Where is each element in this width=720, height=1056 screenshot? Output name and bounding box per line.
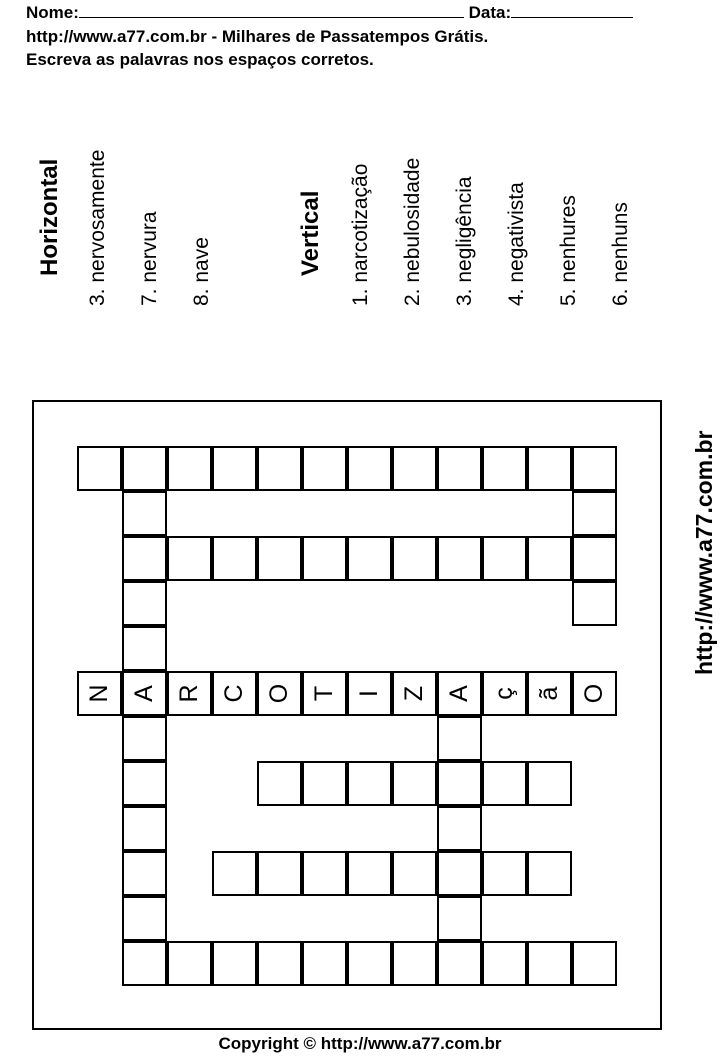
grid-cell[interactable] bbox=[347, 941, 392, 986]
grid-cell[interactable] bbox=[212, 671, 257, 716]
vertical-title: Vertical bbox=[297, 190, 324, 276]
grid-cell[interactable] bbox=[257, 941, 302, 986]
horizontal-title: Horizontal bbox=[36, 158, 63, 276]
grid-cell[interactable] bbox=[527, 761, 572, 806]
clue-vertical-1: 1. narcotização bbox=[349, 163, 372, 306]
grid-cell[interactable] bbox=[302, 536, 347, 581]
grid-letter: N bbox=[85, 684, 113, 703]
grid-cell[interactable] bbox=[122, 626, 167, 671]
grid-cell[interactable] bbox=[122, 761, 167, 806]
grid-cell[interactable] bbox=[437, 671, 482, 716]
date-label: Data: bbox=[468, 3, 512, 22]
site-line: http://www.a77.com.br - Milhares de Passatempos Grátis. bbox=[26, 27, 489, 46]
grid-cell[interactable] bbox=[392, 851, 437, 896]
grid-cell[interactable] bbox=[122, 671, 167, 716]
grid-cell[interactable] bbox=[257, 851, 302, 896]
grid-cell[interactable] bbox=[437, 716, 482, 761]
grid-cell[interactable] bbox=[347, 761, 392, 806]
grid-cell[interactable] bbox=[527, 941, 572, 986]
grid-cell[interactable] bbox=[482, 671, 527, 716]
name-label: Nome: bbox=[26, 3, 79, 22]
grid-cell[interactable] bbox=[347, 671, 392, 716]
grid-cell[interactable] bbox=[212, 446, 257, 491]
grid-cell[interactable] bbox=[482, 851, 527, 896]
grid-cell[interactable] bbox=[572, 941, 617, 986]
grid-cell[interactable] bbox=[572, 446, 617, 491]
grid-cell[interactable] bbox=[302, 761, 347, 806]
grid-cell[interactable] bbox=[302, 851, 347, 896]
grid-cell[interactable] bbox=[167, 536, 212, 581]
grid-cell[interactable] bbox=[572, 581, 617, 626]
grid-cell[interactable] bbox=[122, 851, 167, 896]
clue-vertical-2: 2. nebulosidade bbox=[401, 157, 424, 306]
grid-cell[interactable] bbox=[257, 536, 302, 581]
grid-letter: C bbox=[220, 684, 248, 703]
grid-cell[interactable] bbox=[437, 446, 482, 491]
grid-letter: Z bbox=[400, 685, 428, 702]
grid-cell[interactable] bbox=[437, 941, 482, 986]
grid-cell[interactable] bbox=[437, 851, 482, 896]
grid-cell[interactable] bbox=[572, 671, 617, 716]
grid-cell[interactable] bbox=[482, 536, 527, 581]
grid-cell[interactable] bbox=[437, 536, 482, 581]
grid-cell[interactable] bbox=[482, 761, 527, 806]
grid-cell[interactable] bbox=[392, 446, 437, 491]
grid-cell[interactable] bbox=[302, 671, 347, 716]
grid-cell[interactable] bbox=[122, 716, 167, 761]
grid-cell[interactable] bbox=[527, 536, 572, 581]
grid-letter: I bbox=[355, 690, 383, 697]
grid-cell[interactable] bbox=[167, 671, 212, 716]
clue-horizontal-3: 3. nervosamente bbox=[86, 149, 109, 306]
grid-cell[interactable] bbox=[347, 536, 392, 581]
grid-cell[interactable] bbox=[392, 941, 437, 986]
clue-horizontal-8: 8. nave bbox=[190, 237, 213, 306]
grid-cell[interactable] bbox=[212, 536, 257, 581]
grid-cell[interactable] bbox=[482, 446, 527, 491]
grid-cell[interactable] bbox=[122, 491, 167, 536]
grid-cell[interactable] bbox=[437, 806, 482, 851]
side-url: http://www.a77.com.br bbox=[691, 430, 717, 675]
grid-letter: T bbox=[310, 685, 338, 702]
grid-letter: O bbox=[265, 683, 293, 704]
grid-cell[interactable] bbox=[212, 941, 257, 986]
clue-vertical-5: 5. nenhures bbox=[557, 195, 580, 306]
grid-cell[interactable] bbox=[482, 941, 527, 986]
grid-cell[interactable] bbox=[122, 896, 167, 941]
grid-cell[interactable] bbox=[392, 671, 437, 716]
copyright-footer: Copyright © http://www.a77.com.br bbox=[218, 1034, 502, 1053]
grid-cell[interactable] bbox=[347, 851, 392, 896]
clue-vertical-3: 3. negligência bbox=[453, 176, 476, 306]
grid-cell[interactable] bbox=[392, 536, 437, 581]
clue-vertical-6: 6. nenhuns bbox=[609, 202, 632, 306]
grid-cell[interactable] bbox=[437, 896, 482, 941]
grid-cell[interactable] bbox=[302, 446, 347, 491]
grid-cell[interactable] bbox=[347, 446, 392, 491]
grid-cell[interactable] bbox=[302, 941, 347, 986]
grid-letter: ç bbox=[490, 687, 518, 700]
grid-cell[interactable] bbox=[572, 536, 617, 581]
grid-cell[interactable] bbox=[212, 851, 257, 896]
grid-cell[interactable] bbox=[257, 671, 302, 716]
grid-cell[interactable] bbox=[77, 446, 122, 491]
grid-cell[interactable] bbox=[527, 446, 572, 491]
grid-cell[interactable] bbox=[167, 446, 212, 491]
grid-cell[interactable] bbox=[527, 851, 572, 896]
grid-cell[interactable] bbox=[572, 491, 617, 536]
grid-cell[interactable] bbox=[527, 671, 572, 716]
grid-cell[interactable] bbox=[122, 446, 167, 491]
grid-cell[interactable] bbox=[77, 671, 122, 716]
grid-letter: R bbox=[175, 684, 203, 703]
grid-cell[interactable] bbox=[257, 761, 302, 806]
grid-cell[interactable] bbox=[122, 806, 167, 851]
grid-letter: ã bbox=[535, 686, 563, 701]
grid-letter: A bbox=[130, 685, 158, 702]
instruction-line: Escreva as palavras nos espaços corretos. bbox=[26, 50, 374, 69]
grid-cell[interactable] bbox=[122, 941, 167, 986]
grid-letter: A bbox=[445, 685, 473, 702]
grid-cell[interactable] bbox=[392, 761, 437, 806]
grid-cell[interactable] bbox=[122, 581, 167, 626]
grid-letter: O bbox=[580, 683, 608, 704]
grid-cell[interactable] bbox=[122, 536, 167, 581]
clue-horizontal-7: 7. nervura bbox=[138, 211, 161, 306]
grid-cell[interactable] bbox=[167, 941, 212, 986]
grid-cell[interactable] bbox=[257, 446, 302, 491]
clue-vertical-4: 4. negativista bbox=[505, 182, 528, 306]
grid-cell[interactable] bbox=[437, 761, 482, 806]
